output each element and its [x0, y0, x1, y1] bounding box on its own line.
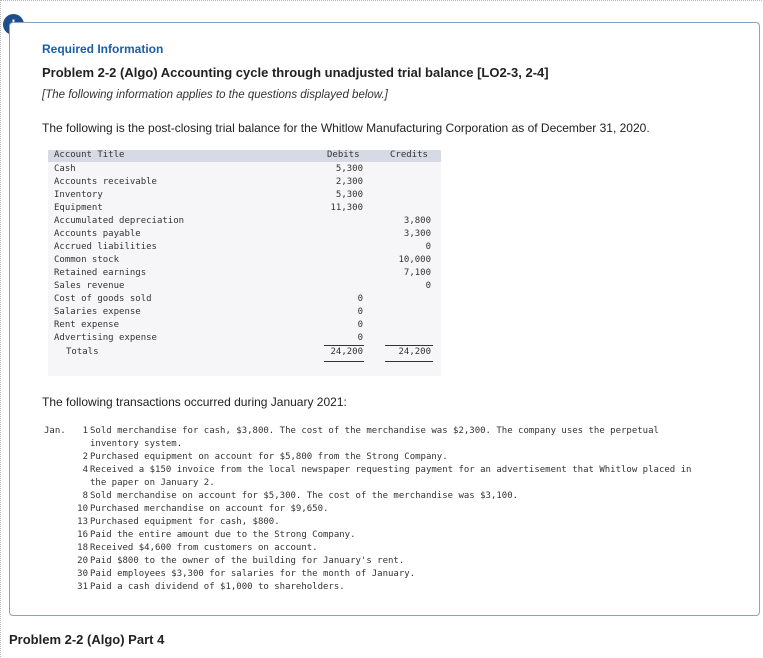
credit-total-rule: [385, 345, 433, 346]
table-row: [48, 242, 441, 255]
transactions-intro: The following transactions occurred during January 2021:: [42, 395, 347, 409]
debit-cell: 11,300: [330, 203, 363, 213]
table-row: [48, 255, 441, 268]
column-header-credits: Credits: [390, 150, 428, 160]
totals-label: Totals: [66, 347, 99, 357]
account-title-cell: Inventory: [54, 190, 103, 200]
transaction-text: Paid the entire amount due to the Strong Company.: [90, 530, 356, 540]
transaction-text: inventory system.: [90, 439, 183, 449]
credit-cell: 3,800: [403, 216, 431, 226]
table-row: [48, 307, 441, 320]
table-row: [48, 190, 441, 203]
table-row: [48, 320, 441, 333]
transaction-day: 4: [82, 465, 88, 475]
transaction-text: Purchased merchandise on account for $9,650.: [90, 504, 329, 514]
credit-cell: 0: [425, 281, 431, 291]
table-row: [48, 216, 441, 229]
debit-cell: 5,300: [335, 164, 363, 174]
account-title-cell: Advertising expense: [54, 333, 157, 343]
credit-total-double-rule: [385, 361, 433, 362]
column-header-account: Account Title: [54, 150, 125, 160]
table-row: [48, 164, 441, 177]
column-header-debits: Debits: [327, 150, 360, 160]
debit-total-rule: [324, 345, 364, 346]
credit-cell: 7,100: [403, 268, 431, 278]
table-row: [48, 203, 441, 216]
transaction-text: Paid a cash dividend of $1,000 to shareholders.: [90, 582, 345, 592]
transaction-day: 2: [82, 452, 88, 462]
transaction-text: Received a $150 invoice from the local newspaper requesting payment for an advertisement that Whitlow placed in: [90, 465, 692, 475]
transaction-day: 13: [77, 517, 88, 527]
transaction-text: Paid $800 to the owner of the building for January's rent.: [90, 556, 405, 566]
table-row: [48, 268, 441, 281]
transaction-month: Jan.: [44, 426, 66, 436]
transaction-text: the paper on January 2.: [90, 478, 215, 488]
transaction-day: 1: [82, 426, 88, 436]
transaction-day: 8: [82, 491, 88, 501]
credit-cell: 10,000: [398, 255, 431, 265]
account-title-cell: Cash: [54, 164, 76, 174]
table-row: [48, 177, 441, 190]
debit-cell: 5,300: [335, 190, 363, 200]
transaction-text: Purchased equipment for cash, $800.: [90, 517, 280, 527]
transaction-text: Purchased equipment on account for $5,800 from the Strong Company.: [90, 452, 448, 462]
transaction-day: 10: [77, 504, 88, 514]
trial-balance-intro: The following is the post-closing trial balance for the Whitlow Manufacturing Corporation as of December 31, 2020.: [42, 121, 650, 135]
transaction-day: 30: [77, 569, 88, 579]
trial-balance-table: [48, 150, 441, 376]
debit-total: 24,200: [330, 347, 363, 357]
totals-row: [48, 347, 441, 360]
account-title-cell: Common stock: [54, 255, 120, 265]
debit-cell: 0: [357, 294, 363, 304]
account-title-cell: Accounts receivable: [54, 177, 157, 187]
transaction-day: 16: [77, 530, 88, 540]
transaction-day: 31: [77, 582, 88, 592]
transaction-text: Received $4,600 from customers on account.: [90, 543, 318, 553]
account-title-cell: Equipment: [54, 203, 103, 213]
trial-balance-header-row: [48, 150, 441, 162]
debit-cell: 0: [357, 320, 363, 330]
table-row: [48, 333, 441, 346]
account-title-cell: Sales revenue: [54, 281, 125, 291]
account-title-cell: Retained earnings: [54, 268, 147, 278]
applies-note: [The following information applies to the questions displayed below.]: [42, 89, 388, 101]
debit-cell: 2,300: [335, 177, 363, 187]
account-title-cell: Rent expense: [54, 320, 120, 330]
credit-cell: 3,300: [403, 229, 431, 239]
debit-total-double-rule: [324, 361, 364, 362]
account-title-cell: Salaries expense: [54, 307, 141, 317]
credit-total: 24,200: [398, 347, 431, 357]
part-title: Problem 2-2 (Algo) Part 4: [9, 632, 165, 647]
account-title-cell: Accrued liabilities: [54, 242, 157, 252]
table-row: [48, 281, 441, 294]
transaction-day: 20: [77, 556, 88, 566]
debit-cell: 0: [357, 307, 363, 317]
table-row: [48, 229, 441, 242]
problem-title: Problem 2-2 (Algo) Accounting cycle through unadjusted trial balance [LO2-3, 2-4]: [42, 65, 549, 80]
account-title-cell: Cost of goods sold: [54, 294, 152, 304]
transaction-text: Sold merchandise on account for $5,300. The cost of the merchandise was $3,100.: [90, 491, 519, 501]
transaction-text: Paid employees $3,300 for salaries for the month of January.: [90, 569, 416, 579]
account-title-cell: Accounts payable: [54, 229, 141, 239]
credit-cell: 0: [425, 242, 431, 252]
debit-cell: 0: [357, 333, 363, 343]
account-title-cell: Accumulated depreciation: [54, 216, 185, 226]
transaction-day: 18: [77, 543, 88, 553]
table-row: [48, 294, 441, 307]
required-information-heading: Required Information: [42, 42, 164, 56]
transaction-text: Sold merchandise for cash, $3,800. The cost of the merchandise was $2,300. The company uses the perpetual: [90, 426, 659, 436]
